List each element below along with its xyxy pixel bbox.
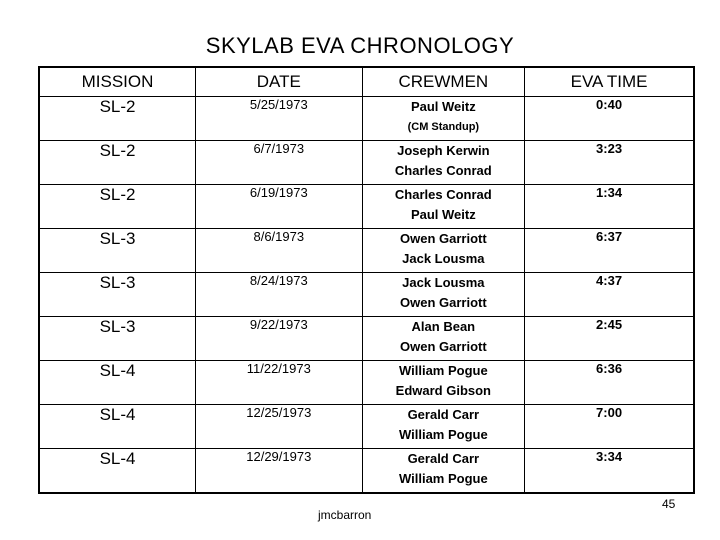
eva-time-cell: 0:40 [525, 97, 694, 141]
crewman-name: Jack Lousma [402, 251, 485, 266]
crewman-name: Gerald Carr [407, 451, 480, 466]
crewmen-cell [362, 273, 525, 317]
mission-cell: SL-3 [39, 229, 196, 273]
date-cell: 5/25/1973 [196, 97, 362, 141]
crewmen-cell [362, 185, 525, 229]
crewman-name: William Pogue [398, 427, 488, 442]
date-cell: 11/22/1973 [196, 361, 362, 405]
mission-cell: SL-3 [39, 317, 196, 361]
table-row [39, 361, 694, 405]
crewman-name: Joseph Kerwin [397, 143, 490, 158]
mission-cell: SL-2 [39, 185, 196, 229]
table-row [39, 273, 694, 317]
table-row [39, 317, 694, 361]
crewman-name: Paul Weitz [410, 207, 476, 222]
crewmen-cell [362, 229, 525, 273]
header-date: DATE [196, 67, 362, 97]
date-cell: 8/6/1973 [196, 229, 362, 273]
mission-cell: SL-4 [39, 449, 196, 494]
crewmen-cell [362, 141, 525, 185]
date-cell: 12/25/1973 [196, 405, 362, 449]
crewmen-cell [362, 361, 525, 405]
table-row [39, 141, 694, 185]
eva-time-cell: 3:34 [525, 449, 694, 494]
crewman-name: Paul Weitz [410, 99, 476, 114]
eva-time-cell: 2:45 [525, 317, 694, 361]
footer-author: jmcbarron [318, 508, 372, 522]
date-cell: 6/7/1973 [196, 141, 362, 185]
date-cell: 6/19/1973 [196, 185, 362, 229]
crewmen-cell [362, 405, 525, 449]
header-crewmen: CREWMEN [362, 67, 525, 97]
eva-time-cell: 6:36 [525, 361, 694, 405]
crewman-name: Edward Gibson [395, 383, 491, 398]
crewman-name: Jack Lousma [402, 275, 485, 290]
page-number: 45 [662, 497, 676, 511]
crewman-name: Owen Garriott [399, 231, 487, 246]
date-cell: 8/24/1973 [196, 273, 362, 317]
crew-note: (CM Standup) [407, 121, 480, 133]
date-cell: 9/22/1973 [196, 317, 362, 361]
crewmen-cell [362, 97, 525, 141]
crewmen-cell [362, 317, 525, 361]
mission-cell: SL-3 [39, 273, 196, 317]
mission-cell: SL-2 [39, 97, 196, 141]
crewman-name: Charles Conrad [394, 163, 492, 178]
crewman-name: Charles Conrad [394, 187, 492, 202]
slide-title: SKYLAB EVA CHRONOLOGY [205, 33, 515, 58]
eva-time-cell: 4:37 [525, 273, 694, 317]
table-row [39, 229, 694, 273]
date-cell: 12/29/1973 [196, 449, 362, 494]
crewman-name: Owen Garriott [399, 295, 487, 310]
table-row [39, 97, 694, 141]
eva-time-cell: 1:34 [525, 185, 694, 229]
header-eva-time: EVA TIME [525, 67, 694, 97]
crewman-name: William Pogue [398, 471, 488, 486]
crewman-name: William Pogue [398, 363, 488, 378]
eva-time-cell: 3:23 [525, 141, 694, 185]
table-header-row [39, 67, 694, 97]
eva-time-cell: 6:37 [525, 229, 694, 273]
mission-cell: SL-2 [39, 141, 196, 185]
crewman-name: Owen Garriott [399, 339, 487, 354]
crewman-name: Alan Bean [411, 319, 476, 334]
table-row [39, 449, 694, 494]
mission-cell: SL-4 [39, 405, 196, 449]
crewmen-cell [362, 449, 525, 494]
table-row [39, 405, 694, 449]
table-row [39, 185, 694, 229]
mission-cell: SL-4 [39, 361, 196, 405]
eva-chronology-table [38, 66, 695, 494]
crewman-name: Gerald Carr [407, 407, 480, 422]
header-mission: MISSION [39, 67, 196, 97]
eva-time-cell: 7:00 [525, 405, 694, 449]
